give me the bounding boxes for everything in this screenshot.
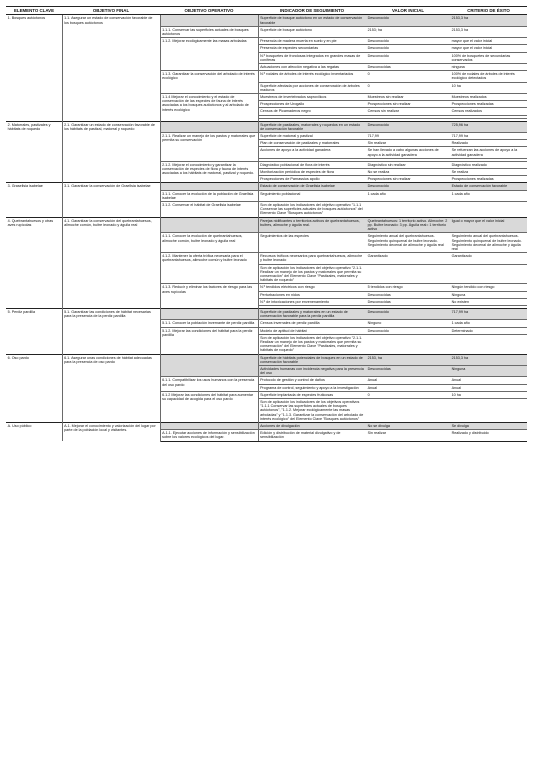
- objetivo-operativo-cell: A.1.1. Ejecutar acciones de información y sensibilización sobre los valores ecológicos del lugar.: [160, 430, 258, 441]
- elemento-clave-cell: 2. Matorrales, pastizales y hábitats de roquedo: [6, 121, 62, 183]
- indicador-cell: Estado de conservación de Graellsia isabelae: [258, 183, 366, 190]
- objetivo-operativo-cell: 6.1.1. Compatibilizar los usos humanos con la presencia del oso pardo: [160, 377, 258, 391]
- objetivo-operativo-cell: 3.1.1. Conocer la evolución de la población de Graellsia isabelae: [160, 190, 258, 201]
- indicador-cell: Son de aplicación los indicadores del objetivo operativo "2.1.1. Realizar un manejo de los pastos y matorrales que permita su conservación" del Elemento Clave "Pastizales, matorrales y hábitats de roquedo": [258, 334, 366, 354]
- criterio-exito-cell: Se refuerzan las acciones de apoyo a la actividad ganadera: [450, 147, 527, 158]
- valor-inicial-cell: Muestreos sin realizar: [366, 94, 450, 101]
- criterio-exito-cell: [450, 264, 527, 284]
- valor-inicial-cell: Desconocido: [366, 45, 450, 52]
- valor-inicial-cell: Prospecciones sin realizar: [366, 176, 450, 183]
- criterio-exito-cell: Se divulga: [450, 423, 527, 430]
- criterio-exito-cell: Ninguna: [450, 291, 527, 298]
- criterio-exito-cell: 2153,3 ha: [450, 26, 527, 37]
- criterio-exito-cell: ninguna: [450, 64, 527, 71]
- criterio-exito-cell: Prospecciones realizadas: [450, 101, 527, 108]
- valor-inicial-cell: Censos sin realizar: [366, 108, 450, 115]
- indicador-cell: Superficie de bosque autóctono en un estado de conservación favorable: [258, 15, 366, 26]
- objetivo-operativo-cell: 6.1.2 Mejorar las condiciones del hábitat para aumentar su capacidad de acogida para el oso pardo: [160, 391, 258, 422]
- criterio-exito-cell: 1 cada año: [450, 190, 527, 201]
- indicador-cell: Seguimiento poblacional: [258, 190, 366, 201]
- conservation-objectives-table: [6, 6, 527, 442]
- criterio-exito-cell: Prospecciones realizadas: [450, 176, 527, 183]
- valor-inicial-cell: No se realiza: [366, 169, 450, 176]
- criterio-exito-cell: 717,99 ha: [450, 308, 527, 319]
- objetivo-operativo-cell: 1.1.1. Conservar las superficies actuales de bosques autóctonos: [160, 26, 258, 37]
- criterio-exito-cell: Igual o mayor que el valor inicial: [450, 217, 527, 233]
- criterio-exito-cell: Ninguna: [450, 365, 527, 376]
- objetivo-operativo-cell: 2.1.1. Realizar un manejo de los pastos y matorrales que permita su conservación: [160, 133, 258, 162]
- table-row: [6, 423, 527, 430]
- objetivo-final-cell: 3.1. Garantizar la conservación de Graellsia isabelae: [62, 183, 160, 217]
- valor-inicial-cell: Prospecciones sin realizar: [366, 101, 450, 108]
- indicador-cell: Superficie de pastizales, matorrales y roquedos en un estado de conservación favorable: [258, 121, 366, 132]
- valor-inicial-cell: 717,99: [366, 133, 450, 140]
- table-row: [6, 121, 527, 132]
- criterio-exito-cell: Determinado: [450, 327, 527, 334]
- indicador-cell: Superficie implantada de especies fruticosas: [258, 391, 366, 398]
- valor-inicial-cell: Desconocido: [366, 308, 450, 319]
- indicador-cell: Censos invernales de perdiz pardilla: [258, 320, 366, 327]
- indicador-cell: Actuaciones con afección negativa a las regatas: [258, 64, 366, 71]
- valor-inicial-cell: Quebrantahuesos: 1 territorio activo. Alimoche: 2 pp. Buitre leonado: 3 pp. Águila real= 1 territorio activo: [366, 217, 450, 233]
- valor-inicial-cell: Diagnóstico sin realizar: [366, 161, 450, 168]
- header-criterio-exito: CRITERIO DE ÉXITO: [450, 7, 527, 15]
- criterio-exito-cell: mayor que el valor inicial: [450, 45, 527, 52]
- indicador-cell: Plan de conservación de pastizales y matorrales: [258, 140, 366, 147]
- valor-inicial-cell: Desconocido: [366, 52, 450, 63]
- indicador-cell: N.º tendidos eléctricos con riesgo: [258, 284, 366, 291]
- indicador-cell: Superficie de hábitats potenciales de bosques en un estado de conservación favorable: [258, 354, 366, 365]
- indicador-cell: Protocolo de gestión y control de daños: [258, 377, 366, 384]
- indicador-cell: Actividades humanas con incidencia negativa para la presencia del oso: [258, 365, 366, 376]
- header-indicador: INDICADOR DE SEGUIMIENTO: [258, 7, 366, 15]
- indicador-cell: Seguimientos de las especies: [258, 233, 366, 253]
- valor-inicial-cell: Desconocido: [366, 121, 450, 132]
- objetivo-final-cell: 4.1. Garantizar la conservación del quebrantahuesos, alimoche común, buitre leonado y águila real: [62, 217, 160, 308]
- valor-inicial-cell: Ninguno: [366, 320, 450, 327]
- header-elemento-clave: ELEMENTO CLAVE: [6, 7, 62, 15]
- objetivo-operativo-cell: [160, 183, 258, 190]
- objetivo-final-cell: A.1. Mejorar el conocimiento y valorización del lugar por parte de la población local y visitantes.: [62, 423, 160, 442]
- valor-inicial-cell: Anual: [366, 377, 450, 384]
- indicador-cell: Programa de control, seguimiento y apoyo a la investigación: [258, 384, 366, 391]
- criterio-exito-cell: [450, 398, 527, 422]
- valor-inicial-cell: [366, 202, 450, 218]
- objetivo-operativo-cell: 4.1.3. Reducir y eliminar los factores de riesgo para las aves rupícolas: [160, 284, 258, 309]
- indicador-cell: Acciones de apoyo a la actividad ganadera: [258, 147, 366, 158]
- header-valor-inicial: VALOR INICIAL: [366, 7, 450, 15]
- criterio-exito-cell: 10 ha: [450, 82, 527, 93]
- criterio-exito-cell: [450, 202, 527, 218]
- valor-inicial-cell: 0: [366, 391, 450, 398]
- indicador-cell: Superficie de pastizales y matorrales en un estado de conservación favorable para la perdiz pardilla: [258, 308, 366, 319]
- indicador-cell: Parejas nidificantes o territorios activos de quebrantahuesos, buitres, alimoche y águila real.: [258, 217, 366, 233]
- valor-inicial-cell: [366, 334, 450, 354]
- elemento-clave-cell: A. Uso público: [6, 423, 62, 442]
- criterio-exito-cell: 1 cada año: [450, 320, 527, 327]
- indicador-cell: Prospecciones de Parnassius apollo: [258, 176, 366, 183]
- indicador-cell: Presencia de especies secundarias: [258, 45, 366, 52]
- table-body: [6, 15, 527, 441]
- criterio-exito-cell: Estado de conservación favorable: [450, 183, 527, 190]
- valor-inicial-cell: Sin realizar: [366, 430, 450, 441]
- indicador-cell: N.º bosquetes de frondosas integrados en grandes masas de coníferas: [258, 52, 366, 63]
- header-objetivo-final: OBJETIVO FINAL: [62, 7, 160, 15]
- document-page: [6, 6, 527, 754]
- indicador-cell: Superficie afectada por acciones de conservación de árboles maduros: [258, 82, 366, 93]
- valor-inicial-cell: Desconocido: [366, 327, 450, 334]
- indicador-cell: Diagnóstico poblacional de flora de interés: [258, 161, 366, 168]
- valor-inicial-cell: Desconocidas: [366, 298, 450, 305]
- valor-inicial-cell: Desconocido: [366, 183, 450, 190]
- objetivo-operativo-cell: [160, 121, 258, 132]
- objetivo-operativo-cell: 5.1.2. Mejorar las condiciones del hábitat para la perdiz pardilla: [160, 327, 258, 354]
- objetivo-operativo-cell: [160, 354, 258, 377]
- valor-inicial-cell: Desconocidas: [366, 291, 450, 298]
- criterio-exito-cell: 100% de bosquetes de secundarias conservados: [450, 52, 527, 63]
- table-row: [6, 354, 527, 365]
- objetivo-operativo-cell: 1.1.3. Garantizar la conservación del arbolado de interés ecológico: [160, 71, 258, 94]
- valor-inicial-cell: 1 cada año: [366, 190, 450, 201]
- elemento-clave-cell: 6. Oso pardo: [6, 354, 62, 422]
- valor-inicial-cell: Desconocido: [366, 38, 450, 45]
- table-row: [6, 15, 527, 26]
- indicador-cell: Son de aplicación los indicadores del objetivo operativo "1.1.1 Conservar las superficies actuales de bosques autóctonos" del Elemento Clave "Bosques autóctonos": [258, 202, 366, 218]
- indicador-cell: N.º de intoxicaciones por envenenamiento: [258, 298, 366, 305]
- valor-inicial-cell: Seguimiento anual del quebrantahuesos. Seguimiento quinquenal de buitre leonado. Seguimiento decenal de alimoche y águila real: [366, 233, 450, 253]
- objetivo-final-cell: 1.1. Asegurar un estado de conservación favorable de los bosques autóctonos: [62, 15, 160, 121]
- criterio-exito-cell: Ningún tendido con riesgo: [450, 284, 527, 291]
- indicador-cell: Perturbaciones en nidos: [258, 291, 366, 298]
- elemento-clave-cell: 5. Perdiz pardilla: [6, 308, 62, 354]
- elemento-clave-cell: 3. Grasellsia isabelae: [6, 183, 62, 217]
- objetivo-operativo-cell: [160, 217, 258, 233]
- criterio-exito-cell: Se realiza: [450, 169, 527, 176]
- criterio-exito-cell: Seguimiento anual del quebrantahuesos. Seguimiento quinquenal de buitre leonado. Seguimiento decenal de alimoche y águila real: [450, 233, 527, 253]
- objetivo-operativo-cell: 5.1.1. Conocer la población invernante de perdiz pardilla: [160, 320, 258, 327]
- criterio-exito-cell: Garantizado: [450, 253, 527, 264]
- indicador-cell: Son de aplicación los indicadores de los objetivos operativos "1.1.1 Conservar las superficies actuales de bosques autóctonos", "1.1.2. Mejorar ecológicamente las masas arboladas" y "1.1.3. Garantizar la conservación del arbolado de interés ecológico" del Elemento Clave "Bosques autóctonos": [258, 398, 366, 422]
- objetivo-operativo-cell: [160, 15, 258, 26]
- valor-inicial-cell: Desconocidas: [366, 365, 450, 376]
- valor-inicial-cell: 0: [366, 82, 450, 93]
- valor-inicial-cell: Se han llevado a cabo algunas acciones de apoyo a la actividad ganadera: [366, 147, 450, 158]
- table-header-row: [6, 7, 527, 15]
- criterio-exito-cell: Anual: [450, 384, 527, 391]
- criterio-exito-cell: Realizado: [450, 140, 527, 147]
- indicador-cell: Son de aplicación los indicadores del objetivo operativo "2.1.1. Realizar un manejo de los pastos y matorrales que permita su conservación" del Elemento Clave "Pastizales, matorrales y hábitats de roquedo": [258, 264, 366, 284]
- valor-inicial-cell: Anual: [366, 384, 450, 391]
- criterio-exito-cell: 100% de rodales de árboles de interés ecológico detectados: [450, 71, 527, 82]
- objetivo-operativo-cell: 4.1.2. Mantener la oferta trófica necesaria para el quebrantahuesos, alimoche común y buitre leonado: [160, 253, 258, 284]
- valor-inicial-cell: No se divulga: [366, 423, 450, 430]
- indicador-cell: Modelo de aptitud de hábitat: [258, 327, 366, 334]
- criterio-exito-cell: 2153,3 ha: [450, 15, 527, 26]
- objetivo-operativo-cell: 2.1.2. Mejorar el conocimiento y garantizar la conservación de especies de flora y fauna de interés asociadas a los hábitats de matorral, pastizal y roquedo.: [160, 161, 258, 183]
- criterio-exito-cell: 2153,3 ha: [450, 354, 527, 365]
- valor-inicial-cell: Desconocido: [366, 15, 450, 26]
- objetivo-operativo-cell: [160, 308, 258, 319]
- objetivo-final-cell: 5.1. Garantizar las condiciones de hábitat necesarias para la presencia de la perdiz pardilla: [62, 308, 160, 354]
- criterio-exito-cell: Muestreos realizados: [450, 94, 527, 101]
- indicador-cell: Muestreos de invertebrados saproxílicos: [258, 94, 366, 101]
- objetivo-final-cell: 6.1. Asegurar unas condiciones de hábitat adecuadas para la presencia de oso pardo: [62, 354, 160, 422]
- valor-inicial-cell: Garantizado: [366, 253, 450, 264]
- valor-inicial-cell: Desconocidas: [366, 64, 450, 71]
- indicador-cell: Recursos tróficos necesarios para quebrantahuesos, alimoche y buitre leonado: [258, 253, 366, 264]
- criterio-exito-cell: Anual: [450, 377, 527, 384]
- indicador-cell: Censos de Picamaderos negro: [258, 108, 366, 115]
- indicador-cell: Superficie de bosque autóctono: [258, 26, 366, 37]
- indicador-cell: Acciones de divulgación: [258, 423, 366, 430]
- criterio-exito-cell: 725,96 ha: [450, 121, 527, 132]
- table-row: [6, 183, 527, 190]
- valor-inicial-cell: [366, 264, 450, 284]
- valor-inicial-cell: 2153; ha: [366, 26, 450, 37]
- criterio-exito-cell: 717,99 ha: [450, 133, 527, 140]
- criterio-exito-cell: No existen: [450, 298, 527, 305]
- objetivo-operativo-cell: 3.1.2. Conservar el hábitat de Graellsia isabelae: [160, 202, 258, 218]
- valor-inicial-cell: 2153, ha: [366, 354, 450, 365]
- indicador-cell: Presencia de madera muerta en suelo y en pie: [258, 38, 366, 45]
- criterio-exito-cell: 10 ha: [450, 391, 527, 398]
- table-row: [6, 217, 527, 233]
- header-objetivo-operativo: OBJETIVO OPERATIVO: [160, 7, 258, 15]
- table-row: [6, 308, 527, 319]
- valor-inicial-cell: [366, 398, 450, 422]
- indicador-cell: Edición y distribución de material divulgativo y de sensibilización: [258, 430, 366, 441]
- indicador-cell: Monitorización periódica de especies de flora: [258, 169, 366, 176]
- criterio-exito-cell: mayor que el valor inicial: [450, 38, 527, 45]
- objetivo-final-cell: 2.1. Garantizar un estado de conservación favorable de los hábitats de pastizal, matorral y roquedo: [62, 121, 160, 183]
- criterio-exito-cell: Diagnóstico realizado: [450, 161, 527, 168]
- objetivo-operativo-cell: 4.1.1. Conocer la evolución de quebrantahuesos, alimoche común, buitre leonado y águila real: [160, 233, 258, 253]
- objetivo-operativo-cell: [160, 423, 258, 430]
- elemento-clave-cell: 4. Quebrantahuesos y otras aves rupícolas: [6, 217, 62, 308]
- criterio-exito-cell: [450, 334, 527, 354]
- valor-inicial-cell: 0: [366, 71, 450, 82]
- valor-inicial-cell: 5 tendidos con riesgo: [366, 284, 450, 291]
- valor-inicial-cell: Sin realizar: [366, 140, 450, 147]
- objetivo-operativo-cell: 1.1.4 Mejorar el conocimiento y el estado de conservación de las especies de fauna de interés asociadas a los bosques autóctonos y al arbolado de interés ecológico: [160, 94, 258, 122]
- indicador-cell: Superficie de matorral y pastizal: [258, 133, 366, 140]
- indicador-cell: N.º rodales de árboles de interés ecológico inventariados: [258, 71, 366, 82]
- criterio-exito-cell: Censos realizados: [450, 108, 527, 115]
- indicador-cell: Prospecciones de Urogallo: [258, 101, 366, 108]
- elemento-clave-cell: 1. Bosques autóctonos: [6, 15, 62, 121]
- objetivo-operativo-cell: 1.1.2. Mejorar ecológicamente las masas arboladas: [160, 38, 258, 71]
- criterio-exito-cell: Realizado y distribuido: [450, 430, 527, 441]
